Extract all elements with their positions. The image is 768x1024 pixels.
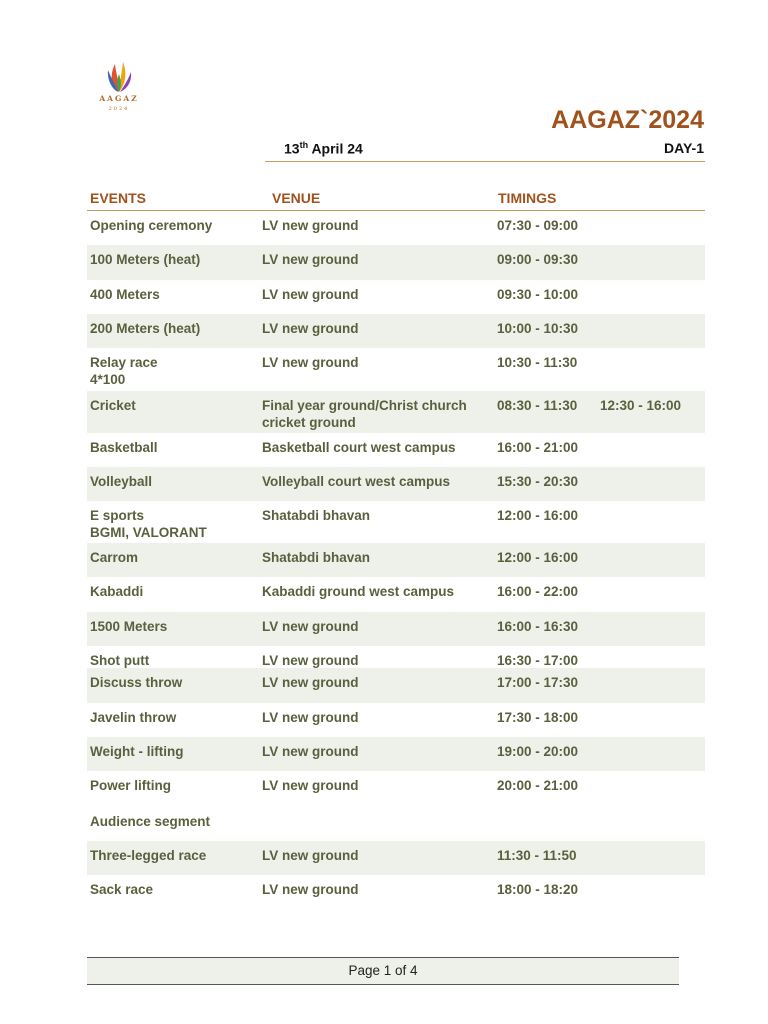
timing-cell: 09:00 - 09:30 [497,252,579,267]
event-cell: E sports BGMI, VALORANT [90,508,207,540]
timing-cell: 12:00 - 16:00 [497,508,579,523]
timing-cell: 12:00 - 16:00 [497,550,579,565]
day-label: DAY-1 [664,140,704,156]
timing-cell: 16:00 - 22:00 [497,584,579,599]
timing-cell: 08:30 - 11:30 [497,398,578,413]
event-date [284,140,363,157]
table-row [87,771,705,807]
venue-cell: LV new ground [262,321,359,336]
timing-cell: 11:30 - 11:50 [497,848,577,863]
timing-cell: 10:30 - 11:30 [497,355,578,370]
event-cell: Javelin throw [90,710,177,725]
event-cell: Shot putt [90,653,150,668]
table-row [87,875,705,909]
table-row [87,646,705,668]
timing-cell: 16:00 - 21:00 [497,440,579,455]
table-row [87,314,705,348]
venue-cell: LV new ground [262,848,359,863]
table-row [87,391,705,433]
venue-cell: Shatabdi bhavan [262,550,371,565]
venue-cell: Shatabdi bhavan [262,508,371,523]
venue-cell: LV new ground [262,675,359,690]
table-row [87,543,705,577]
venue-cell: LV new ground [262,744,359,759]
event-cell: Opening ceremony [90,218,213,233]
logo-year: 2024 [108,106,130,112]
timing-cell: 16:30 - 17:00 [497,653,579,668]
venue-cell: LV new ground [262,882,359,897]
event-cell: 400 Meters [90,287,160,302]
page-title: AAGAZ`2024 [551,106,704,134]
timing-cell: 09:30 - 10:00 [497,287,579,302]
header-divider [265,161,705,162]
venue-cell: Basketball court west campus [262,440,456,455]
date-suffix: th [299,140,309,150]
table-row [87,245,705,280]
timing-cell: 17:30 - 18:00 [497,710,579,725]
venue-cell: Final year ground/Christ church cricket ground [262,398,467,430]
venue-cell: LV new ground [262,710,359,725]
venue-cell: LV new ground [262,252,359,267]
table-row [87,211,705,245]
table-row [87,501,705,543]
event-cell: 1500 Meters [90,619,168,634]
event-cell: Cricket [90,398,136,413]
event-cell: Volleyball [90,474,153,489]
table-row [87,433,705,467]
event-cell: Basketball [90,440,158,455]
timing-cell: 19:00 - 20:00 [497,744,579,759]
venue-cell: LV new ground [262,355,359,370]
event-cell: Weight - lifting [90,744,184,759]
timing-cell: 16:00 - 16:30 [497,619,579,634]
timing-cell: 10:00 - 10:30 [497,321,579,336]
timing-cell: 15:30 - 20:30 [497,474,579,489]
event-cell: Discuss throw [90,675,183,690]
table-row [87,348,705,391]
venue-cell: LV new ground [262,619,359,634]
table-row [87,737,705,771]
date-day: 13 [284,140,300,157]
table-row [87,807,705,841]
table-row [87,841,705,875]
logo-wordmark: AAGAZ [99,94,139,103]
table-row [87,668,705,703]
column-header-events: EVENTS [90,190,147,206]
table-row [87,703,705,737]
venue-cell: LV new ground [262,218,359,233]
event-cell: Relay race 4*100 [90,355,158,387]
venue-cell: LV new ground [262,778,359,793]
table-row [87,612,705,646]
event-cell: Three-legged race [90,848,207,863]
event-cell: Audience segment [90,814,211,829]
table-row [87,467,705,501]
page-number: Page 1 of 4 [348,963,418,978]
venue-cell: Kabaddi ground west campus [262,584,455,599]
timing-cell: 07:30 - 09:00 [497,218,579,233]
event-cell: Power lifting [90,778,171,793]
venue-cell: LV new ground [262,287,359,302]
event-cell: Carrom [90,550,139,565]
column-header-timings: TIMINGS [498,190,557,206]
table-row [87,577,705,612]
event-cell: Sack race [90,882,154,897]
event-cell: 200 Meters (heat) [90,321,201,336]
timing-cell: 20:00 - 21:00 [497,778,579,793]
page-footer [87,957,679,985]
venue-cell: Volleyball court west campus [262,474,451,489]
timing-cell: 18:00 - 18:20 [497,882,579,897]
timing-cell: 17:00 - 17:30 [497,675,579,690]
flame-logo-icon [96,56,142,96]
event-cell: Kabaddi [90,584,144,599]
date-month-year: April 24 [308,140,363,157]
timing-cell-secondary: 12:30 - 16:00 [600,398,682,413]
aagaz-logo [96,56,142,116]
event-cell: 100 Meters (heat) [90,252,201,267]
table-row [87,280,705,314]
venue-cell: LV new ground [262,653,359,668]
column-header-venue: VENUE [272,190,321,206]
